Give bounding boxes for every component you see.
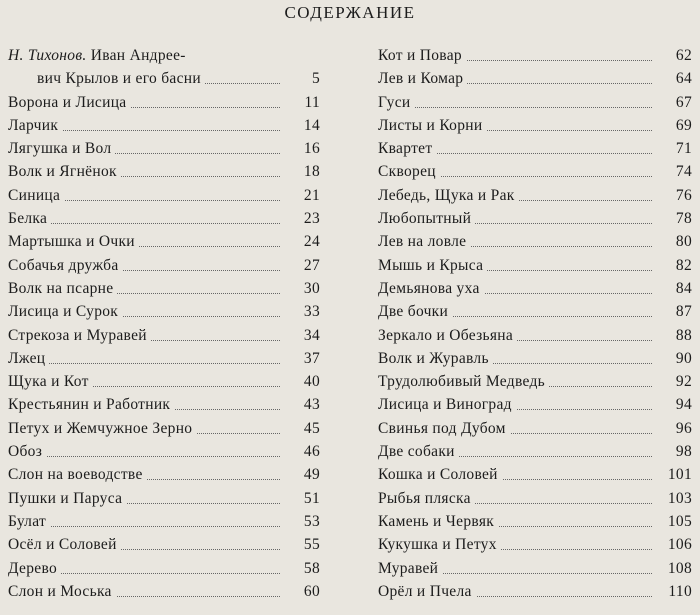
entry-title: Петух и Жемчужное Зерно bbox=[8, 420, 196, 438]
intro-author: Н. Тихонов. bbox=[8, 47, 87, 64]
toc-entry bbox=[378, 583, 692, 606]
page-number: 101 bbox=[652, 466, 692, 484]
entry-title: Гуси bbox=[378, 94, 415, 112]
toc-entry-intro bbox=[8, 47, 320, 94]
entry-title: Камень и Червяк bbox=[378, 513, 498, 531]
entry-title: Листы и Корни bbox=[378, 117, 486, 135]
entry-title: Собачья дружба bbox=[8, 257, 123, 275]
page-number: 96 bbox=[652, 420, 692, 438]
page-number: 23 bbox=[280, 210, 320, 228]
page-number: 74 bbox=[652, 163, 692, 181]
page-number: 76 bbox=[652, 187, 692, 205]
entry-title: Пушки и Паруса bbox=[8, 490, 126, 508]
entry-title: Лисица и Виноград bbox=[378, 396, 516, 414]
toc-entry bbox=[8, 350, 320, 373]
toc-entry bbox=[8, 373, 320, 396]
page-number: 34 bbox=[280, 327, 320, 345]
entry-title: Кот и Повар bbox=[378, 47, 466, 65]
dot-leader bbox=[8, 456, 280, 457]
page-number: 90 bbox=[652, 350, 692, 368]
toc-entry bbox=[8, 210, 320, 233]
entry-title: Зеркало и Обезьяна bbox=[378, 327, 517, 345]
entry-title: Булат bbox=[8, 513, 50, 531]
page-number: 24 bbox=[280, 233, 320, 251]
page-number: 84 bbox=[652, 280, 692, 298]
page-number: 27 bbox=[280, 257, 320, 275]
dot-leader bbox=[378, 107, 652, 108]
entry-title: Слон на воеводстве bbox=[8, 466, 147, 484]
entry-title: Стрекоза и Муравей bbox=[8, 327, 151, 345]
page-number: 37 bbox=[280, 350, 320, 368]
toc-entry bbox=[378, 187, 692, 210]
toc-entry bbox=[8, 327, 320, 350]
page-number: 87 bbox=[652, 303, 692, 321]
page-number: 11 bbox=[280, 94, 320, 112]
toc-entry bbox=[378, 560, 692, 583]
entry-title: Крестьянин и Работник bbox=[8, 396, 174, 414]
page-number: 103 bbox=[652, 490, 692, 508]
entry-title: Орёл и Пчела bbox=[378, 583, 476, 601]
toc-entry bbox=[8, 490, 320, 513]
toc-entry bbox=[378, 536, 692, 559]
page-number: 45 bbox=[280, 420, 320, 438]
entry-title: Демьянова уха bbox=[378, 280, 484, 298]
toc-entry bbox=[8, 466, 320, 489]
toc-entry bbox=[8, 257, 320, 280]
page-number: 40 bbox=[280, 373, 320, 391]
entry-title: Осёл и Соловей bbox=[8, 536, 121, 554]
page-number: 14 bbox=[280, 117, 320, 135]
toc-entry bbox=[378, 117, 692, 140]
entry-title: Волк и Журавль bbox=[378, 350, 493, 368]
toc-entry bbox=[378, 420, 692, 443]
toc-entry bbox=[8, 187, 320, 210]
toc-entry bbox=[378, 210, 692, 233]
toc-entry bbox=[378, 94, 692, 117]
page-number: 69 bbox=[652, 117, 692, 135]
entry-title: Лебедь, Щука и Рак bbox=[378, 187, 519, 205]
entry-title: Лягушка и Вол bbox=[8, 140, 115, 158]
page-number: 33 bbox=[280, 303, 320, 321]
page-number: 53 bbox=[280, 513, 320, 531]
page-number: 88 bbox=[652, 327, 692, 345]
page-number: 55 bbox=[280, 536, 320, 554]
page-number: 16 bbox=[280, 140, 320, 158]
toc-right-column bbox=[378, 47, 692, 606]
toc-entry bbox=[8, 536, 320, 559]
toc-entry bbox=[8, 233, 320, 256]
page-number: 98 bbox=[652, 443, 692, 461]
page-number: 94 bbox=[652, 396, 692, 414]
toc-entry bbox=[378, 373, 692, 396]
page-number: 5 bbox=[280, 70, 320, 88]
toc-entry bbox=[8, 396, 320, 419]
intro-title-part-1: Иван Андрее- bbox=[90, 47, 186, 64]
entry-title: Кукушка и Петух bbox=[378, 536, 501, 554]
toc-entry bbox=[378, 490, 692, 513]
toc-entry bbox=[8, 560, 320, 583]
toc-entry bbox=[8, 420, 320, 443]
entry-title: Белка bbox=[8, 210, 51, 228]
page-number: 58 bbox=[280, 560, 320, 578]
entry-title: Лисица и Сурок bbox=[8, 303, 122, 321]
page-number: 49 bbox=[280, 466, 320, 484]
toc-entry bbox=[378, 280, 692, 303]
page-number: 71 bbox=[652, 140, 692, 158]
page-number: 78 bbox=[652, 210, 692, 228]
page-number: 80 bbox=[652, 233, 692, 251]
page-number: 108 bbox=[652, 560, 692, 578]
entry-title: Любопытный bbox=[378, 210, 475, 228]
page-number: 18 bbox=[280, 163, 320, 181]
entry-title: Мышь и Крыса bbox=[378, 257, 487, 275]
toc-entry bbox=[8, 280, 320, 303]
page-number: 105 bbox=[652, 513, 692, 531]
toc-left-column bbox=[8, 47, 320, 606]
entry-title: Ларчик bbox=[8, 117, 62, 135]
page-number: 64 bbox=[652, 70, 692, 88]
entry-title: Обоз bbox=[8, 443, 46, 461]
entry-title: Скворец bbox=[378, 163, 440, 181]
entry-title: Ворона и Лисица bbox=[8, 94, 130, 112]
entry-title: Кошка и Соловей bbox=[378, 466, 502, 484]
entry-title: Дерево bbox=[8, 560, 61, 578]
page-number: 30 bbox=[280, 280, 320, 298]
entry-title: Рыбья пляска bbox=[378, 490, 475, 508]
page-number: 60 bbox=[280, 583, 320, 601]
toc-entry bbox=[378, 70, 692, 93]
toc-entry bbox=[378, 233, 692, 256]
toc-entry bbox=[8, 303, 320, 326]
entry-title: Лжец bbox=[8, 350, 49, 368]
entry-title: Две бочки bbox=[378, 303, 452, 321]
entry-title: Трудолюбивый Медведь bbox=[378, 373, 549, 391]
page-number: 106 bbox=[652, 536, 692, 554]
toc-entry bbox=[8, 94, 320, 117]
page-number: 67 bbox=[652, 94, 692, 112]
entry-title: Волк на псарне bbox=[8, 280, 117, 298]
entry-title: Лев на ловле bbox=[378, 233, 470, 251]
toc-entry bbox=[378, 396, 692, 419]
entry-title: Две собаки bbox=[378, 443, 459, 461]
toc-entry bbox=[378, 47, 692, 70]
page-number: 21 bbox=[280, 187, 320, 205]
entry-title: Квартет bbox=[378, 140, 436, 158]
entry-title: Синица bbox=[8, 187, 64, 205]
toc-entry bbox=[378, 466, 692, 489]
entry-title: Свинья под Дубом bbox=[378, 420, 510, 438]
intro-line-1 bbox=[8, 47, 186, 65]
toc-entry bbox=[8, 513, 320, 536]
toc-entry bbox=[378, 257, 692, 280]
page-number: 46 bbox=[280, 443, 320, 461]
entry-title: Муравей bbox=[378, 560, 442, 578]
page-number: 82 bbox=[652, 257, 692, 275]
toc-entry bbox=[378, 140, 692, 163]
toc-entry bbox=[8, 443, 320, 466]
toc-entry bbox=[8, 163, 320, 186]
toc-entry bbox=[378, 327, 692, 350]
page-title: СОДЕРЖАНИЕ bbox=[284, 3, 416, 22]
toc-entry bbox=[378, 303, 692, 326]
toc-entry bbox=[8, 117, 320, 140]
entry-title: Лев и Комар bbox=[378, 70, 467, 88]
page-number: 62 bbox=[652, 47, 692, 65]
page-number: 51 bbox=[280, 490, 320, 508]
toc-entry bbox=[378, 513, 692, 536]
toc-entry bbox=[8, 583, 320, 606]
toc-entry bbox=[378, 163, 692, 186]
entry-title: Волк и Ягнёнок bbox=[8, 163, 121, 181]
toc-entry bbox=[378, 443, 692, 466]
toc-entry bbox=[378, 350, 692, 373]
page-number: 110 bbox=[652, 583, 692, 601]
intro-title-part-2: вич Крылов и его басни bbox=[37, 70, 205, 88]
toc-entry bbox=[8, 140, 320, 163]
page-number: 43 bbox=[280, 396, 320, 414]
page-number: 92 bbox=[652, 373, 692, 391]
entry-title: Слон и Моська bbox=[8, 583, 116, 601]
entry-title: Мартышка и Очки bbox=[8, 233, 139, 251]
entry-title: Щука и Кот bbox=[8, 373, 93, 391]
